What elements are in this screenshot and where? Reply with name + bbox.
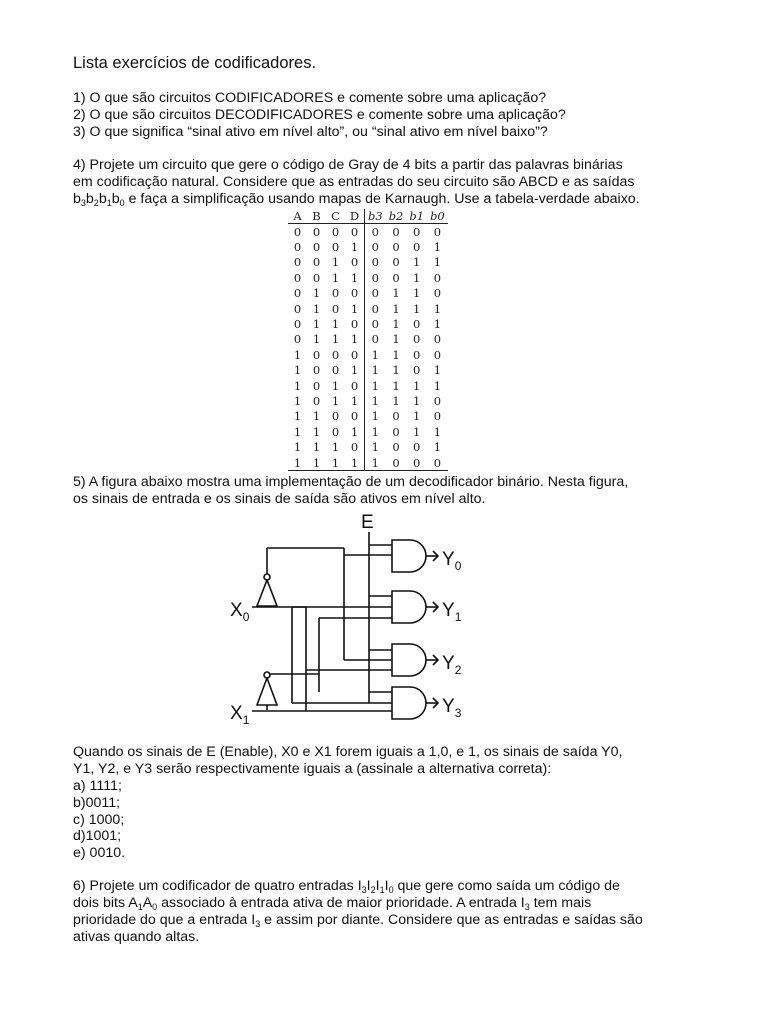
- truth-table-row: [288, 347, 448, 362]
- truth-table-cell: 1: [433, 255, 442, 270]
- truth-table-cell: 1: [312, 301, 321, 316]
- truth-table-cell: 0: [427, 455, 448, 471]
- output-arrows: [426, 551, 438, 708]
- truth-table-cell: 0: [413, 317, 421, 332]
- truth-table-cell: 1: [413, 378, 421, 393]
- truth-table-cell: 0: [433, 270, 442, 285]
- truth-table-cell: 0: [371, 317, 379, 332]
- truth-table-cell: 0: [293, 240, 302, 255]
- truth-table-row: [288, 270, 448, 285]
- truth-table-cell: 1: [371, 440, 379, 455]
- truth-table-cell: 0: [331, 286, 340, 301]
- truth-table-cell: 0: [433, 286, 442, 301]
- truth-table-body: [288, 224, 448, 471]
- truth-table-row: [288, 455, 448, 471]
- truth-table-cell: 0: [371, 224, 379, 239]
- truth-table-cell: 0: [345, 224, 365, 240]
- question-5-prompt-line-1: Quando os sinais de E (Enable), X0 e X1 forem iguais a 1,0, e 1, os sinais de saída Y0,: [73, 744, 623, 760]
- truth-table-cell: 0: [392, 270, 400, 285]
- truth-table-cell: 1: [413, 255, 421, 270]
- x1-inverter-bubble: [264, 672, 270, 678]
- truth-table-row: [288, 255, 448, 270]
- truth-table-cell: 1: [293, 424, 302, 439]
- truth-table-cell: 1: [331, 255, 340, 270]
- x1-inverter: [257, 678, 277, 705]
- header-c: C: [326, 209, 345, 224]
- truth-table-cell: 0: [331, 301, 340, 316]
- question-4-line-3: $b_3b_2b_1b_0$ e faça a simplificação usando mapas de Karnaugh. Use a tabela-verdade abaixo.: [73, 191, 640, 208]
- truth-table-cell: 1: [312, 317, 321, 332]
- truth-table-row: [288, 424, 448, 439]
- truth-table-cell: 0: [345, 255, 365, 270]
- truth-table-cell: 0: [433, 224, 442, 239]
- truth-table-cell: 1: [392, 286, 400, 301]
- question-5-line-2: os sinais de entrada e os sinais de saída são ativos em nível alto.: [73, 491, 486, 507]
- header-d: D: [345, 209, 365, 224]
- truth-table-row: [288, 409, 448, 424]
- truth-table-cell: 0: [312, 224, 321, 239]
- truth-table-cell: 0: [345, 286, 365, 301]
- decoder-circuit-diagram: [222, 510, 482, 728]
- question-1: 1) O que são circuitos CODIFICADORES e comente sobre uma aplicação?: [73, 90, 547, 106]
- truth-table-cell: 1: [392, 347, 400, 362]
- truth-table-cell: 0: [433, 409, 442, 424]
- header-b: B: [307, 209, 326, 224]
- truth-table-cell: 1: [413, 286, 421, 301]
- truth-table-cell: 0: [312, 255, 321, 270]
- truth-table-row: [288, 286, 448, 301]
- truth-table-cell: 1: [371, 424, 379, 439]
- truth-table-cell: 1: [293, 347, 302, 362]
- y2-label: $Y_2$: [442, 653, 462, 677]
- truth-table-cell: 0: [433, 347, 442, 362]
- truth-table-cell: 0: [312, 393, 321, 408]
- truth-table-cell: 1: [345, 301, 365, 316]
- truth-table-cell: 1: [331, 317, 340, 332]
- question-4-line-2: em codificação natural. Considere que as entradas do seu circuito são ABCD e as saídas: [73, 174, 635, 190]
- truth-table-cell: 1: [413, 301, 421, 316]
- option-b[interactable]: b)0011;: [73, 794, 121, 811]
- truth-table-cell: 0: [312, 347, 321, 362]
- truth-table-cell: 0: [345, 439, 365, 454]
- truth-table-cell: 0: [345, 316, 365, 331]
- truth-table-cell: 0: [331, 424, 340, 439]
- truth-table-cell: 0: [392, 240, 400, 255]
- header-b1: b1: [406, 209, 427, 224]
- answer-options: [73, 778, 125, 862]
- y3-label: $Y_3$: [442, 696, 462, 720]
- truth-table-cell: 0: [371, 301, 379, 316]
- truth-table-cell: 1: [392, 332, 400, 347]
- truth-table-cell: 0: [371, 286, 379, 301]
- truth-table-cell: 0: [371, 240, 379, 255]
- option-c[interactable]: c) 1000;: [73, 811, 125, 828]
- truth-table-cell: 1: [371, 393, 379, 408]
- truth-table-cell: 1: [312, 409, 321, 424]
- x0-inverter: [257, 580, 277, 606]
- question-4-line-1: 4) Projete um circuito que gere o código de Gray de 4 bits a partir das palavras binárias: [73, 157, 623, 173]
- truth-table-cell: 0: [406, 455, 427, 471]
- truth-table-row: [288, 363, 448, 378]
- truth-table-cell: 1: [293, 393, 302, 408]
- truth-table-cell: 0: [331, 240, 340, 255]
- truth-table-cell: 0: [312, 270, 321, 285]
- truth-table-cell: 1: [371, 409, 379, 424]
- truth-table-cell: 0: [293, 286, 302, 301]
- truth-table-cell: 0: [345, 347, 365, 362]
- truth-table-cell: 1: [345, 332, 365, 347]
- truth-table-cell: 1: [345, 270, 365, 285]
- question-5-prompt-line-2: Y1, Y2, e Y3 serão respectivamente iguais a (assinale a alternativa correta):: [73, 761, 552, 777]
- truth-table-cell: 0: [433, 332, 442, 347]
- x1-label: $X_1$: [230, 703, 250, 727]
- and-gate-3: [392, 687, 426, 719]
- header-b3: b3: [365, 209, 386, 224]
- and-gate-0: [392, 540, 426, 572]
- option-a[interactable]: a) 1111;: [73, 778, 122, 794]
- question-6-line-1: 6) Projete um codificador de quatro entradas $I_3I_2I_1I_0$ que gere como saída um código de: [73, 878, 620, 895]
- truth-table-cell: 1: [413, 409, 421, 424]
- truth-table-cell: 1: [413, 393, 421, 408]
- truth-table-cell: 1: [331, 440, 340, 455]
- x0-inverter-bubble: [264, 574, 270, 580]
- truth-table-cell: 0: [312, 378, 321, 393]
- header-b0: b0: [427, 209, 448, 224]
- truth-table-cell: 1: [365, 455, 386, 471]
- truth-table-cell: 0: [371, 270, 379, 285]
- truth-table-cell: 0: [293, 270, 302, 285]
- truth-table-cell: 1: [331, 393, 340, 408]
- truth-table-cell: 0: [371, 255, 379, 270]
- truth-table-cell: 0: [293, 317, 302, 332]
- header-b2: b2: [386, 209, 407, 224]
- truth-table-row: [288, 239, 448, 254]
- truth-table-row: [288, 393, 448, 408]
- truth-table-cell: 0: [392, 224, 400, 239]
- truth-table-cell: 1: [371, 378, 379, 393]
- truth-table-cell: 0: [345, 378, 365, 393]
- truth-table-cell: 1: [312, 286, 321, 301]
- truth-table-cell: 0: [392, 409, 400, 424]
- truth-table-cell: 1: [433, 378, 442, 393]
- truth-table-cell: 0: [331, 224, 340, 239]
- truth-table-cell: 0: [413, 332, 421, 347]
- truth-table-cell: 0: [331, 363, 340, 378]
- truth-table-cell: 1: [433, 301, 442, 316]
- question-6-line-2: dois bits $A_1A_0$ associado à entrada ativa de maior prioridade. A entrada $I_3$ tem mais: [73, 895, 592, 912]
- truth-table-cell: 0: [413, 347, 421, 362]
- truth-table-cell: 1: [371, 347, 379, 362]
- question-6-line-4: ativas quando altas.: [73, 929, 200, 945]
- truth-table-cell: 1: [288, 455, 307, 471]
- y0-label: $Y_0$: [442, 549, 462, 573]
- truth-table-cell: 0: [392, 424, 400, 439]
- truth-table-cell: 1: [433, 317, 442, 332]
- truth-table-cell: 1: [293, 440, 302, 455]
- truth-table-cell: 1: [312, 424, 321, 439]
- truth-table-cell: 1: [331, 332, 340, 347]
- truth-table-cell: 1: [345, 424, 365, 439]
- and-gate-1: [392, 591, 426, 623]
- truth-table-cell: 1: [293, 409, 302, 424]
- truth-table-cell: 0: [293, 224, 302, 239]
- truth-table-cell: 0: [433, 393, 442, 408]
- question-5-line-1: 5) A figura abaixo mostra uma implementação de um decodificador binário. Nesta figura,: [73, 474, 629, 490]
- truth-table-cell: 1: [413, 270, 421, 285]
- header-a: A: [288, 209, 307, 224]
- truth-table-cell: 1: [345, 455, 365, 471]
- truth-table-cell: 0: [293, 301, 302, 316]
- truth-table-cell: 0: [331, 347, 340, 362]
- question-6-line-3: prioridade do que a entrada $I_3$ e assim por diante. Considere que as entradas e saídas são: [73, 912, 643, 929]
- and-gate-2: [392, 644, 426, 676]
- truth-table-row: [288, 224, 448, 240]
- truth-table-cell: 1: [392, 301, 400, 316]
- truth-table-cell: 1: [392, 393, 400, 408]
- truth-table-cell: 1: [345, 393, 365, 408]
- truth-table: [288, 209, 448, 471]
- enable-label: E: [361, 512, 374, 533]
- question-2: 2) O que são circuitos DECODIFICADORES e comente sobre uma aplicação?: [73, 107, 566, 123]
- truth-table-row: [288, 439, 448, 454]
- y1-label: $Y_1$: [442, 600, 462, 624]
- option-d[interactable]: d)1001;: [73, 828, 122, 845]
- truth-table-cell: 1: [392, 317, 400, 332]
- truth-table-cell: 1: [331, 270, 340, 285]
- truth-table-cell: 1: [326, 455, 345, 471]
- truth-table-cell: 1: [392, 378, 400, 393]
- truth-table-header: [288, 209, 448, 224]
- truth-table-cell: 0: [293, 332, 302, 347]
- option-e[interactable]: e) 0010.: [73, 845, 126, 862]
- x0-label: $X_0$: [230, 600, 250, 624]
- truth-table-cell: 1: [307, 455, 326, 471]
- truth-table-row: [288, 316, 448, 331]
- page-title: Lista exercícios de codificadores.: [73, 54, 317, 72]
- truth-table-cell: 1: [345, 363, 365, 378]
- truth-table-cell: 0: [413, 363, 421, 378]
- truth-table-cell: 0: [413, 440, 421, 455]
- truth-table-cell: 1: [392, 363, 400, 378]
- question-3: 3) O que significa “sinal ativo em nível alto”, ou “sinal ativo em nível baixo”?: [73, 124, 548, 140]
- truth-table-cell: 0: [371, 332, 379, 347]
- truth-table-row: [288, 332, 448, 347]
- truth-table-row: [288, 378, 448, 393]
- truth-table-cell: 0: [331, 409, 340, 424]
- truth-table-cell: 1: [413, 424, 421, 439]
- truth-table-cell: 1: [433, 440, 442, 455]
- truth-table-cell: 1: [433, 240, 442, 255]
- truth-table-cell: 0: [392, 255, 400, 270]
- truth-table-cell: 1: [331, 378, 340, 393]
- truth-table-cell: 1: [293, 378, 302, 393]
- truth-table-cell: 1: [312, 332, 321, 347]
- truth-table-cell: 1: [293, 363, 302, 378]
- truth-table-cell: 0: [312, 363, 321, 378]
- truth-table-cell: 1: [312, 440, 321, 455]
- truth-table-cell: 0: [413, 224, 421, 239]
- truth-table-cell: 0: [293, 255, 302, 270]
- truth-table-cell: 1: [371, 363, 379, 378]
- truth-table-cell: 1: [433, 363, 442, 378]
- truth-table-cell: 0: [392, 440, 400, 455]
- truth-table-cell: 0: [345, 409, 365, 424]
- truth-table-cell: 0: [312, 240, 321, 255]
- truth-table-cell: 0: [386, 455, 407, 471]
- truth-table-cell: 1: [433, 424, 442, 439]
- truth-table-row: [288, 301, 448, 316]
- truth-table-cell: 0: [413, 240, 421, 255]
- truth-table-cell: 1: [345, 239, 365, 254]
